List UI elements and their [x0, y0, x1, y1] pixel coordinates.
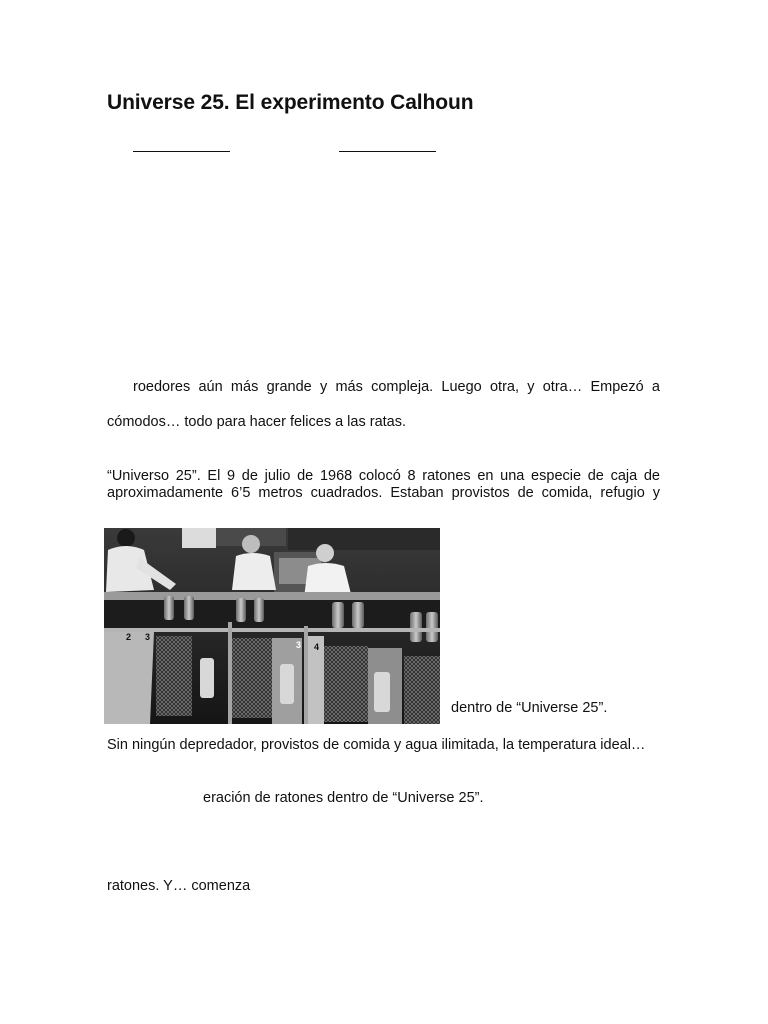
paragraph-line: Sin ningún depredador, provistos de comida y agua ilimitada, la temperatura ideal… — [107, 737, 646, 753]
photo-label: 4 — [314, 642, 320, 652]
paragraph-line: roedores aún más grande y más compleja. Luego otra, y otra… Empezó a — [133, 379, 660, 395]
document-title: Universe 25. El experimento Calhoun — [107, 91, 474, 114]
paragraph-line: ratones. Y… comenza — [107, 878, 251, 894]
photo-caption: dentro de “Universe 25”. — [451, 700, 608, 716]
blank-line-left — [133, 151, 230, 152]
calhoun-experiment-photo — [104, 528, 440, 724]
paragraph-line: aproximadamente 6’5 metros cuadrados. Estaban provistos de comida, refugio y — [107, 485, 660, 501]
blank-line-right — [339, 151, 436, 152]
paragraph-line: “Universo 25”. El 9 de julio de 1968 colocó 8 ratones en una especie de caja de — [107, 468, 660, 484]
photo-label: 3 — [145, 632, 151, 642]
photo-label: 3 — [296, 640, 302, 650]
paragraph-line: cómodos… todo para hacer felices a las ratas. — [107, 414, 407, 430]
paragraph-line: eración de ratones dentro de “Universe 25”. — [203, 790, 484, 806]
photo-label: 2 — [126, 632, 132, 642]
